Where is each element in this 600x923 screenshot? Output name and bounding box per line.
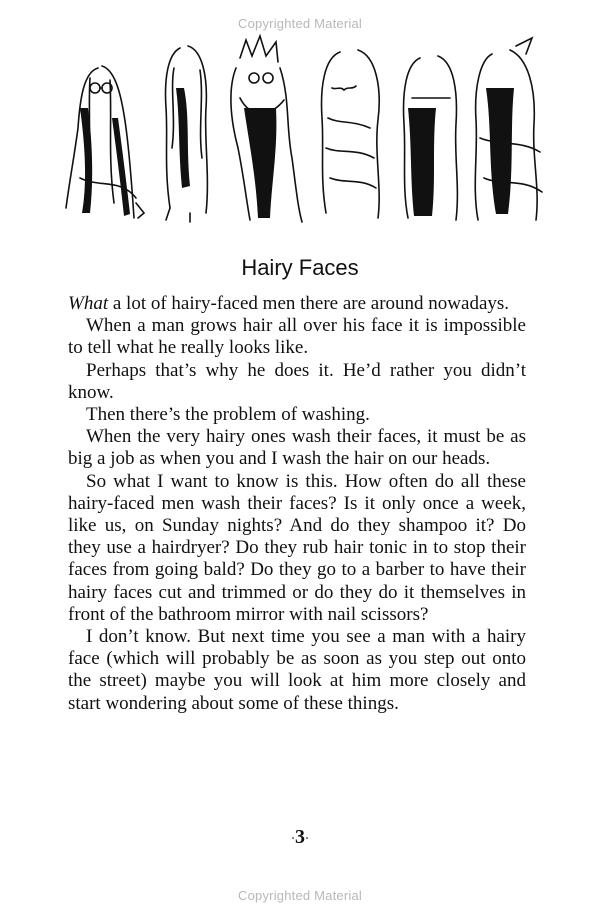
paragraph-1-text: a lot of hairy-faced men there are around nowadays. [108, 293, 510, 314]
emphasis-word: What [68, 293, 109, 314]
paragraph-2: When a man grows hair all over his face it is impossible to tell what he really looks like. [68, 315, 526, 359]
paragraph-7: I don’t know. But next time you see a man with a hairy face (which will probably be as soon as you step out onto the street) maybe you will look at him more closely and start wondering about some of these things. [68, 626, 526, 714]
paragraph-1 [68, 293, 526, 315]
page-number-dot-left: · [290, 830, 295, 845]
hairy-men-illustration [40, 28, 560, 224]
page-number-dot-right: · [305, 830, 310, 845]
watermark-bottom: Copyrighted Material [238, 888, 362, 903]
paragraph-5: When the very hairy ones wash their faces, it must be as big a job as when you and I wash the hair on our heads. [68, 426, 526, 470]
paragraph-4: Then there’s the problem of washing. [86, 404, 370, 426]
page-number-value: 3 [295, 826, 305, 848]
page-number [0, 826, 600, 849]
body-text [68, 293, 526, 715]
paragraph-3: Perhaps that’s why he does it. He’d rather you didn’t know. [68, 359, 526, 403]
watermark-top: Copyrighted Material [238, 16, 362, 31]
paragraph-6: So what I want to know is this. How often do all these hairy-faced men wash their faces? Is it only once a week, like us, on Sunday nights? And do they shampoo it? Do they use a hairdryer? Do they rub hair tonic in to stop their faces from going bald? Do they go to a barber to have their hairy faces cut and trimmed or do they do it themselves in front of the bathroom mirror with nail scissors? [68, 470, 526, 625]
chapter-title: Hairy Faces [241, 255, 359, 280]
